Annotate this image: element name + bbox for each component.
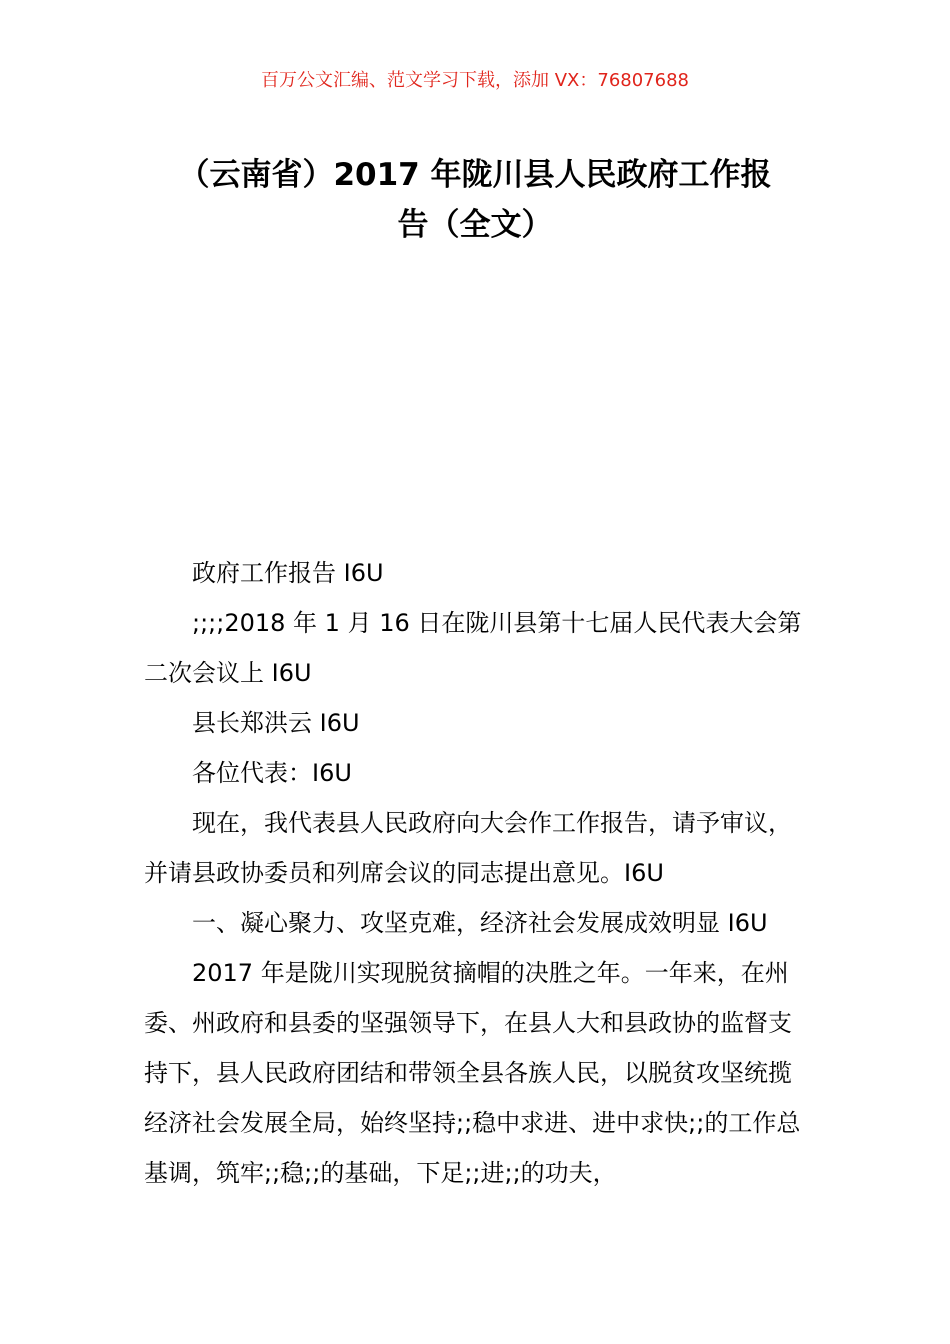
paragraph: 政府工作报告 I6U xyxy=(192,559,384,587)
document-title xyxy=(120,150,830,250)
title-line-1: （云南省）2017 年陇川县人民政府工作报 xyxy=(178,157,772,193)
promo-banner: 百万公文汇编、范文学习下载，添加 VX：76807688 xyxy=(261,70,689,91)
paragraph: ;;;;2018 年 1 月 16 日在陇川县第十七届人民代表大会第二次会议上 I6U xyxy=(144,609,802,687)
paragraph: 县长郑洪云 I6U xyxy=(192,709,360,737)
paragraph: 2017 年是陇川实现脱贫摘帽的决胜之年。一年来，在州委、州政府和县委的坚强领导下，在县人大和县政协的监督支持下，县人民政府团结和带领全县各族人民，以脱贫攻坚统揽经济社会发展全局，始终坚持;;稳中求进、进中求快;;的工作总基调，筑牢;;稳;;的基础，下足;;进;;的功夫， xyxy=(144,959,801,1187)
title-line-2: 告（全文） xyxy=(397,207,553,243)
paragraph: 现在，我代表县人民政府向大会作工作报告，请予审议，并请县政协委员和列席会议的同志提出意见。I6U xyxy=(144,809,792,887)
section-heading: 一、凝心聚力、攻坚克难，经济社会发展成效明显 I6U xyxy=(192,909,768,937)
paragraph: 各位代表：I6U xyxy=(192,759,352,787)
document-body xyxy=(144,548,810,1198)
